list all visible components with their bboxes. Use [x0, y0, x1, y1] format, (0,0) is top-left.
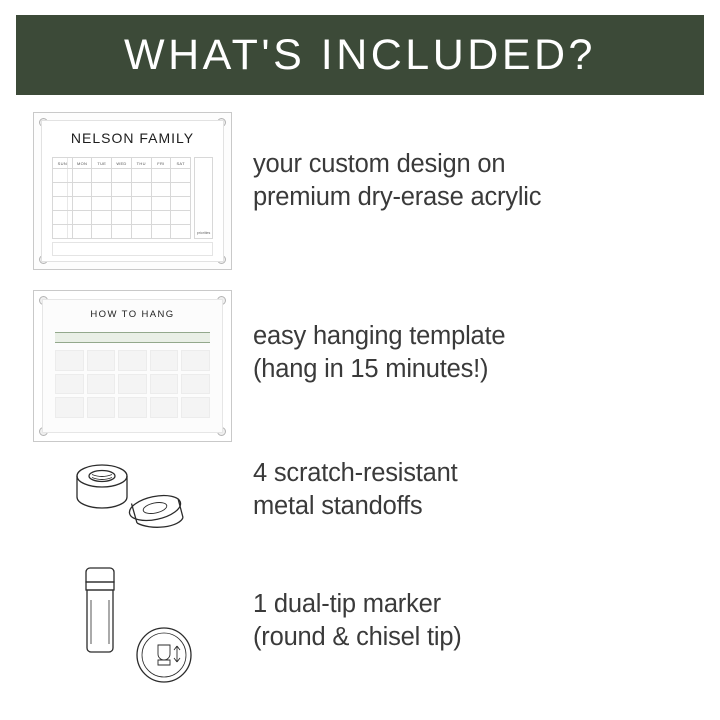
calendar-inner-frame [41, 120, 224, 262]
template-grid-cell [150, 374, 179, 395]
item-marker-line-2: (round & chisel tip) [253, 622, 462, 651]
calendar-cell [132, 183, 152, 197]
calendar-weekday-header: SUN [53, 158, 73, 169]
item-template-text [253, 320, 505, 385]
calendar-cell [132, 169, 152, 183]
template-grid-cell [55, 350, 84, 371]
calendar-priorities-column [194, 157, 213, 239]
calendar-notes-box [52, 242, 213, 256]
item-acrylic-line-1: your custom design on [253, 150, 506, 178]
calendar-weekday-header: WED [112, 158, 132, 169]
item-acrylic-text [253, 148, 541, 213]
metal-standoffs-illustration [60, 455, 200, 545]
template-grid-cell [55, 374, 84, 395]
template-grid-cell [181, 397, 210, 418]
calendar-cell [171, 197, 191, 211]
item-standoffs-text [253, 457, 458, 522]
calendar-family-name: NELSON FAMILY [70, 130, 195, 146]
calendar-cell [92, 169, 112, 183]
calendar-cell [171, 225, 191, 239]
calendar-cell [92, 225, 112, 239]
calendar-weekday-header: FRI [152, 158, 172, 169]
template-grid-cell [118, 397, 147, 418]
item-acrylic-line-2: premium dry-erase acrylic [253, 182, 542, 211]
item-template-line-1: easy hanging template [253, 322, 506, 350]
calendar-weekday-header: SAT [171, 158, 191, 169]
calendar-cell [132, 211, 152, 225]
calendar-weekday-header: TUE [92, 158, 112, 169]
calendar-cell [152, 211, 172, 225]
calendar-cell [132, 225, 152, 239]
acrylic-calendar-board-illustration [33, 112, 232, 270]
calendar-cell [92, 183, 112, 197]
calendar-cell [152, 169, 172, 183]
calendar-cell [73, 225, 93, 239]
calendar-priorities-label: priorities [196, 231, 211, 235]
template-grid-cell [181, 374, 210, 395]
calendar-cell [73, 197, 93, 211]
template-grid-cell [118, 374, 147, 395]
calendar-cell [73, 183, 93, 197]
calendar-cell [152, 197, 172, 211]
calendar-cell [112, 169, 132, 183]
hanging-template-grid [55, 350, 210, 418]
calendar-weekday-header: MON [73, 158, 93, 169]
calendar-cell [73, 211, 93, 225]
template-grid-cell [150, 350, 179, 371]
template-grid-cell [181, 350, 210, 371]
calendar-cell [73, 169, 93, 183]
page-title: WHAT'S INCLUDED? [124, 30, 596, 79]
hanging-template-illustration [33, 290, 232, 442]
calendar-cell [53, 197, 73, 211]
calendar-cell [53, 169, 73, 183]
item-standoffs-line-2: metal standoffs [253, 491, 423, 520]
dry-erase-marker-illustration [66, 560, 196, 685]
calendar-cell [171, 183, 191, 197]
template-grid-cell [87, 350, 116, 371]
calendar-weekday-header: THU [132, 158, 152, 169]
calendar-cell [53, 183, 73, 197]
template-grid-cell [150, 397, 179, 418]
template-grid-cell [55, 397, 84, 418]
calendar-cell [152, 225, 172, 239]
calendar-cell [152, 183, 172, 197]
calendar-cell [171, 169, 191, 183]
template-grid-cell [118, 350, 147, 371]
calendar-month-grid [52, 157, 191, 239]
item-marker-text [253, 588, 462, 653]
calendar-cell [53, 225, 73, 239]
calendar-cell [112, 211, 132, 225]
calendar-cell [132, 197, 152, 211]
template-grid-cell [87, 397, 116, 418]
template-grid-cell [87, 374, 116, 395]
calendar-cell [92, 197, 112, 211]
item-marker-line-1: 1 dual-tip marker [253, 590, 441, 618]
calendar-cell [112, 183, 132, 197]
calendar-cell [112, 225, 132, 239]
hanging-template-inner [42, 299, 223, 433]
hanging-template-title: HOW TO HANG [90, 309, 175, 320]
item-standoffs-line-1: 4 scratch-resistant [253, 459, 458, 487]
header-banner [16, 15, 704, 95]
calendar-cell [53, 211, 73, 225]
hanging-template-accent-bar [55, 332, 210, 343]
calendar-cell [92, 211, 112, 225]
calendar-cell [112, 197, 132, 211]
item-template-line-2: (hang in 15 minutes!) [253, 354, 489, 383]
calendar-cell [171, 211, 191, 225]
